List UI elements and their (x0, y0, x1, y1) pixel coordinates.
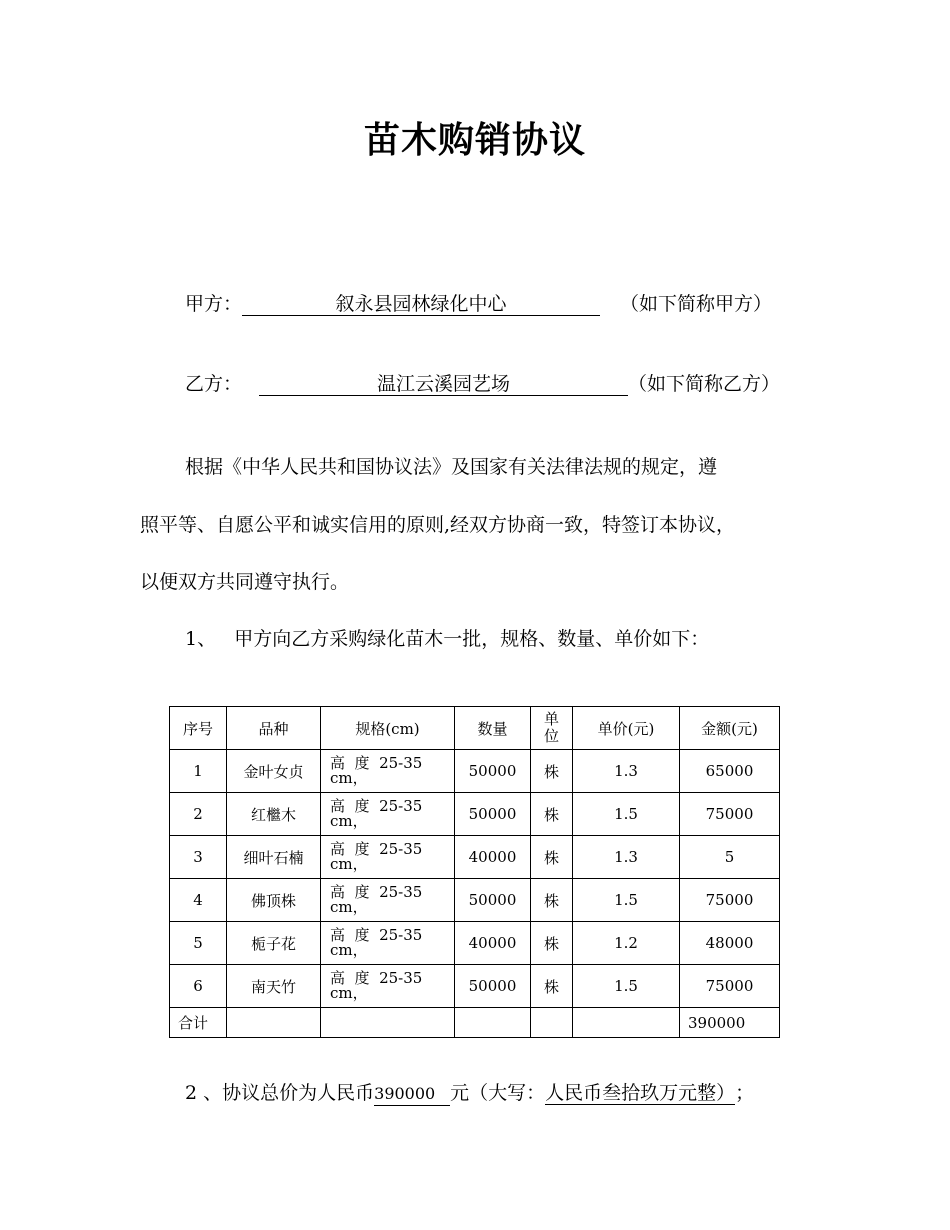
total-empty-2 (321, 1008, 455, 1038)
cell-no: 5 (170, 922, 227, 965)
cell-spec: 高 度 25-35 cm， (321, 836, 455, 879)
cell-variety: 细叶石楠 (227, 836, 321, 879)
cell-price: 1.5 (573, 965, 680, 1008)
cell-amount: 48000 (680, 922, 780, 965)
cell-variety: 栀子花 (227, 922, 321, 965)
cell-qty: 50000 (455, 965, 531, 1008)
cell-qty: 50000 (455, 750, 531, 793)
cell-variety: 金叶女贞 (227, 750, 321, 793)
intro-line-1: 根据《中华人民共和国协议法》及国家有关法律法规的规定，遵 (185, 456, 718, 478)
table-row (170, 793, 780, 836)
clause-1: 1、 甲方向乙方采购绿化苗木一批，规格、数量、单价如下： (185, 628, 710, 650)
cell-unit: 株 (531, 793, 573, 836)
party-a-note: （如下简称甲方） (620, 293, 773, 315)
cell-unit: 株 (531, 965, 573, 1008)
cell-variety: 南天竹 (227, 965, 321, 1008)
cell-price: 1.3 (573, 750, 680, 793)
total-empty-4 (531, 1008, 573, 1038)
header-qty: 数量 (455, 707, 531, 750)
cell-unit: 株 (531, 750, 573, 793)
cell-amount: 75000 (680, 793, 780, 836)
table-header-row (170, 707, 780, 750)
header-price: 单价(元) (573, 707, 680, 750)
table-total-row (170, 1008, 780, 1038)
cell-amount: 75000 (680, 879, 780, 922)
cell-qty: 50000 (455, 879, 531, 922)
intro-line-3: 以便双方共同遵守执行。 (140, 571, 350, 593)
clause-2 (185, 1078, 754, 1106)
header-spec: 规格(cm) (321, 707, 455, 750)
table-row (170, 836, 780, 879)
cell-amount: 75000 (680, 965, 780, 1008)
cell-no: 1 (170, 750, 227, 793)
header-amount: 金额(元) (680, 707, 780, 750)
clause-2-middle: 元（大写： (450, 1082, 546, 1104)
cell-qty: 40000 (455, 836, 531, 879)
total-amount: 390000 (680, 1008, 780, 1038)
cell-amount: 65000 (680, 750, 780, 793)
cell-no: 2 (170, 793, 227, 836)
clause-2-amount: 390000 (374, 1083, 450, 1106)
cell-price: 1.3 (573, 836, 680, 879)
header-unit-text: 单位 (543, 710, 559, 745)
intro-line-2: 照平等、自愿公平和诚实信用的原则,经双方协商一致，特签订本协议， (140, 514, 736, 536)
total-empty-3 (455, 1008, 531, 1038)
cell-no: 6 (170, 965, 227, 1008)
header-unit (531, 707, 573, 750)
cell-unit: 株 (531, 879, 573, 922)
cell-amount: 5 (680, 836, 780, 879)
header-variety: 品种 (227, 707, 321, 750)
total-empty-5 (573, 1008, 680, 1038)
total-label: 合计 (170, 1008, 227, 1038)
cell-spec: 高 度 25-35 cm， (321, 793, 455, 836)
total-empty-1 (227, 1008, 321, 1038)
cell-unit: 株 (531, 922, 573, 965)
clause-2-prefix: 2 、协议总价为人民币 (185, 1082, 375, 1104)
cell-price: 1.5 (573, 793, 680, 836)
cell-qty: 50000 (455, 793, 531, 836)
cell-no: 3 (170, 836, 227, 879)
cell-variety: 红檵木 (227, 793, 321, 836)
header-no: 序号 (170, 707, 227, 750)
table-row (170, 965, 780, 1008)
cell-unit: 株 (531, 836, 573, 879)
party-a-line (185, 289, 772, 316)
clause-2-amount-words: 人民币叁拾玖万元整） (545, 1082, 736, 1104)
party-b-name: 温江云溪园艺场 (259, 373, 628, 396)
cell-price: 1.5 (573, 879, 680, 922)
table-row (170, 922, 780, 965)
cell-spec: 高 度 25-35 cm， (321, 750, 455, 793)
cell-no: 4 (170, 879, 227, 922)
cell-qty: 40000 (455, 922, 531, 965)
table-row (170, 879, 780, 922)
table-row (170, 750, 780, 793)
clause-2-suffix: ； (735, 1082, 755, 1104)
cell-price: 1.2 (573, 922, 680, 965)
party-b-label: 乙方： (185, 373, 243, 395)
party-a-label: 甲方： (185, 293, 243, 315)
cell-spec: 高 度 25-35 cm， (321, 879, 455, 922)
party-b-line (185, 369, 780, 396)
seedling-table (169, 706, 780, 1038)
cell-variety: 佛顶株 (227, 879, 321, 922)
cell-spec: 高 度 25-35 cm， (321, 922, 455, 965)
document-title: 苗木购销协议 (363, 120, 586, 161)
party-a-name: 叙永县园林绿化中心 (242, 293, 600, 316)
cell-spec: 高 度 25-35 cm， (321, 965, 455, 1008)
party-b-note: （如下简称乙方） (628, 373, 781, 395)
